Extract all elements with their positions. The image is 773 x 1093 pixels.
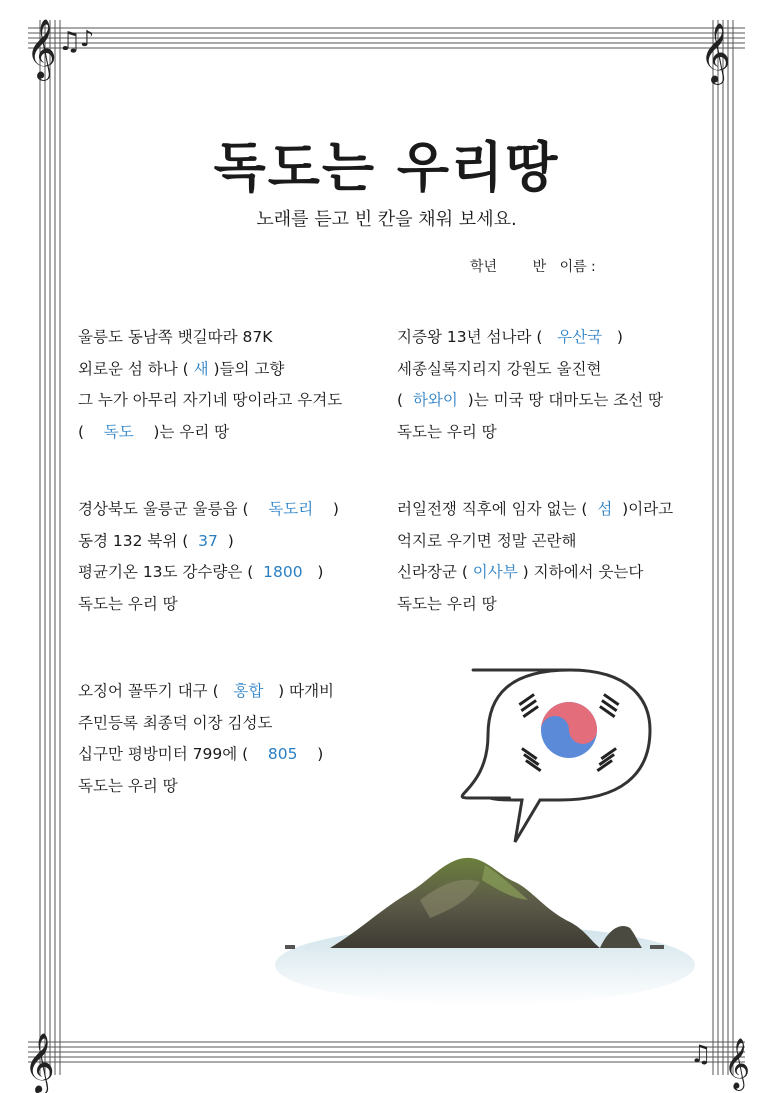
lyric-text: 지증왕 13년 섬나라 ( <box>397 328 558 346</box>
lyric-text: ) 지하에서 웃는다 <box>517 563 644 581</box>
lyric-line <box>397 557 697 589</box>
lyric-line <box>397 322 697 354</box>
lyric-text: ( <box>397 391 413 409</box>
lyric-text: ) <box>302 563 324 581</box>
lyric-line <box>397 354 697 386</box>
answer-blank: 새 <box>193 359 209 378</box>
lyric-text: 경상북도 울릉군 울릉읍 ( <box>78 500 269 518</box>
verse-4 <box>397 494 697 620</box>
svg-text:♫: ♫ <box>58 27 82 57</box>
svg-text:♪: ♪ <box>80 27 95 52</box>
lyric-text: 독도는 우리 땅 <box>78 776 178 795</box>
answer-blank: 37 <box>198 531 218 550</box>
lyric-text: )이라고 <box>612 500 674 518</box>
lyric-text: 울릉도 동남쪽 뱃길따라 87K <box>78 328 273 346</box>
lyric-text: 독도는 우리 땅 <box>397 422 497 441</box>
lyric-line <box>397 385 697 417</box>
lyric-line <box>397 589 697 621</box>
answer-blank: 독도 <box>103 422 134 441</box>
lyric-line <box>78 526 378 558</box>
svg-text:𝄞: 𝄞 <box>724 1038 751 1089</box>
lyric-line <box>78 385 378 417</box>
grade-label: 학년 <box>470 259 498 275</box>
lyric-text: )들의 고향 <box>208 359 285 378</box>
lyric-text: 평균기온 13도 강수량은 ( <box>78 563 264 581</box>
lyric-line <box>78 354 378 386</box>
lyric-line <box>78 494 378 526</box>
lyric-text: 독도는 우리 땅 <box>397 594 497 613</box>
student-info <box>470 256 596 276</box>
answer-blank: 독도리 <box>268 500 314 518</box>
lyric-text: ) <box>297 745 324 763</box>
lyric-text: 동경 132 북위 ( <box>78 531 199 550</box>
verse-1 <box>78 322 378 448</box>
lyric-text: 신라장군 ( <box>397 563 473 581</box>
lyric-text: 독도는 우리 땅 <box>78 594 178 613</box>
answer-blank: 우산국 <box>557 328 603 346</box>
answer-blank: 805 <box>267 745 298 763</box>
lyric-text: 세종실록지리지 강원도 울진현 <box>397 359 602 378</box>
lyric-text: )는 우리 땅 <box>133 422 230 441</box>
lyric-line <box>78 557 378 589</box>
lyric-text: )는 미국 땅 대마도는 조선 땅 <box>457 391 664 409</box>
lyric-text: 러일전쟁 직후에 임자 없는 ( <box>397 500 598 518</box>
dokdo-illustration <box>267 660 700 1020</box>
answer-blank: 섬 <box>597 500 613 518</box>
lyric-line <box>78 322 378 354</box>
speech-bubble <box>462 670 650 842</box>
class-label: 반 <box>532 259 547 275</box>
lyric-text: 주민등록 최종덕 이장 김성도 <box>78 713 273 732</box>
lyric-text: 십구만 평방미터 799에 ( <box>78 745 268 763</box>
lyric-text: 오징어 꼴뚜기 대구 ( <box>78 682 234 700</box>
lyric-line <box>78 417 378 449</box>
answer-blank: 홍합 <box>233 682 264 700</box>
lyric-text: 그 누가 아무리 자기네 땅이라고 우겨도 <box>78 391 343 409</box>
name-label: 이름 : <box>559 259 596 275</box>
answer-blank: 1800 <box>263 563 303 581</box>
verse-2 <box>397 322 697 448</box>
lyric-line <box>397 417 697 449</box>
svg-text:♫: ♫ <box>690 1040 712 1068</box>
svg-text:𝄞: 𝄞 <box>700 23 731 83</box>
lyric-line <box>78 589 378 621</box>
lyric-line <box>397 526 697 558</box>
lyric-line <box>397 494 697 526</box>
lyric-text: 억지로 우기면 정말 곤란해 <box>397 531 577 550</box>
lyric-text: ) <box>313 500 339 518</box>
svg-text:𝄞: 𝄞 <box>26 19 57 79</box>
page-title: 독도는 우리땅 <box>213 136 560 199</box>
lyric-text: 외로운 섬 하나 ( <box>78 359 194 378</box>
answer-blank: 이사부 <box>472 563 518 581</box>
lyric-text: ) 따개비 <box>263 682 335 700</box>
svg-text:𝄞: 𝄞 <box>24 1033 55 1093</box>
answer-blank: 하와이 <box>412 391 458 409</box>
instruction-text: 노래를 듣고 빈 칸을 채워 보세요. <box>256 209 517 230</box>
lyric-text: ( <box>78 422 104 441</box>
lyric-text: ) <box>602 328 623 346</box>
lyric-text: ) <box>217 531 234 550</box>
verse-3 <box>78 494 378 620</box>
